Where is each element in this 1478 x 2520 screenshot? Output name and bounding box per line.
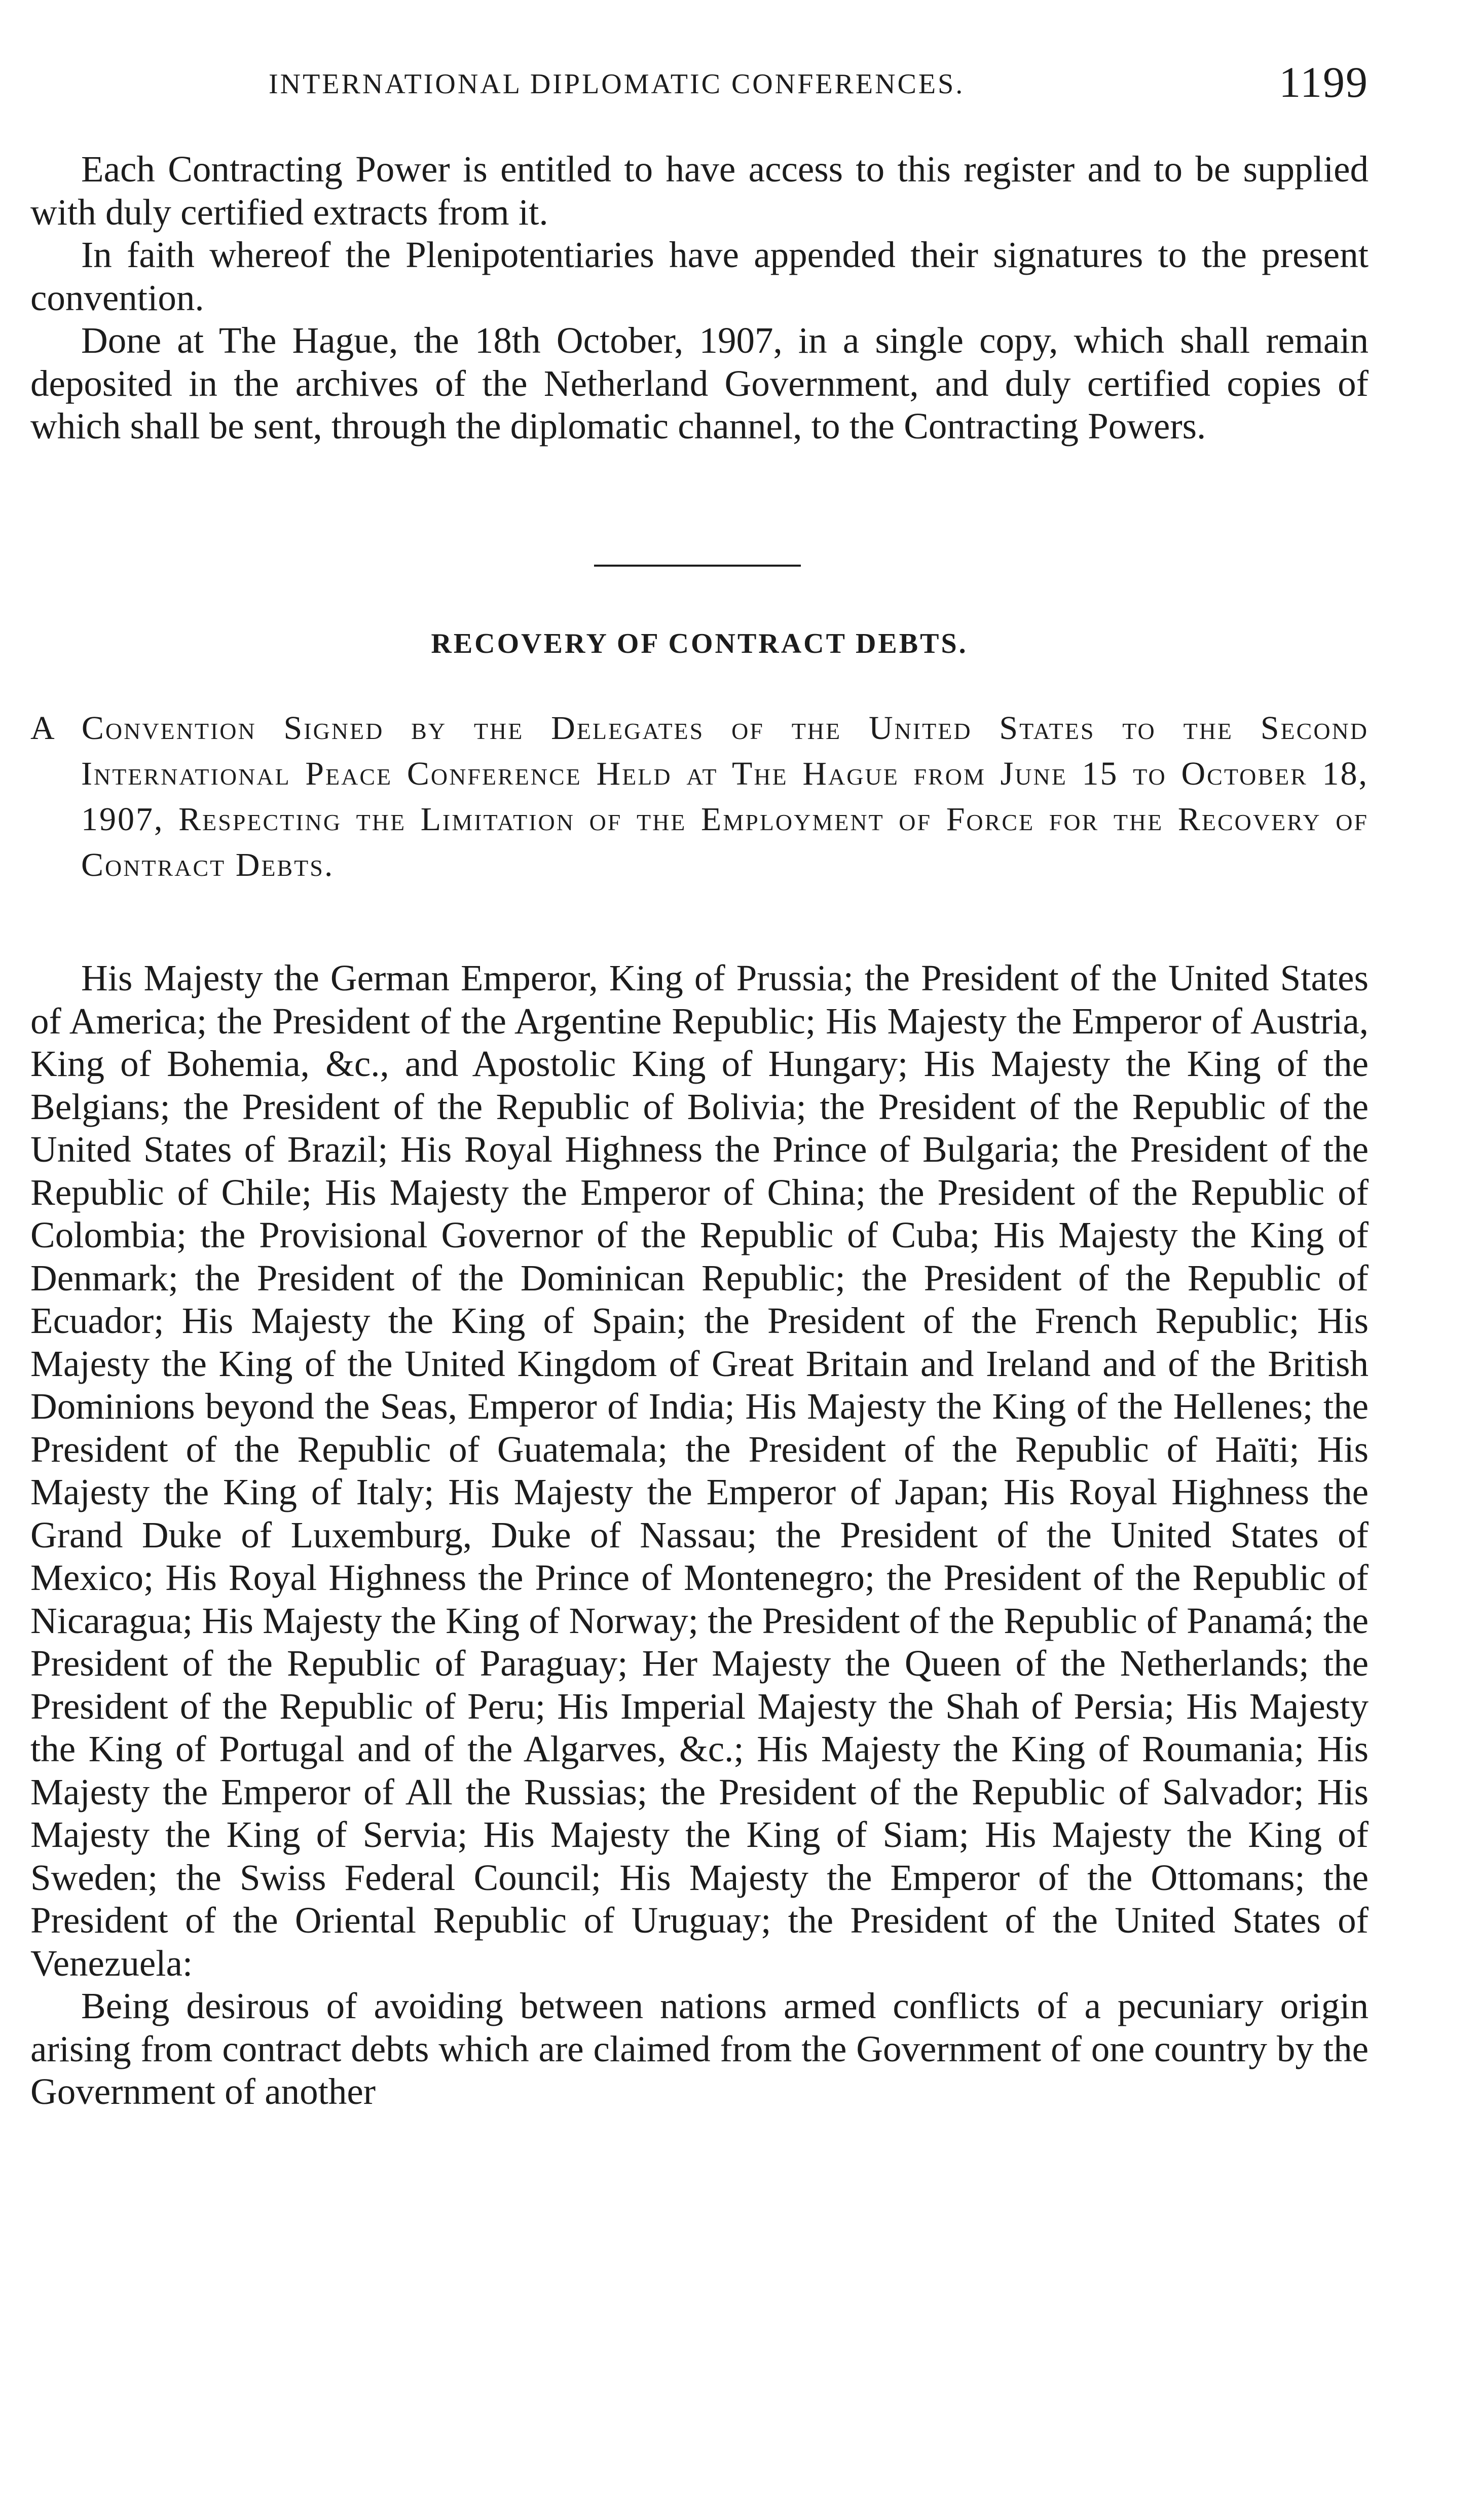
closing-clauses <box>30 148 1369 448</box>
running-title: INTERNATIONAL DIPLOMATIC CONFERENCES. <box>269 68 965 100</box>
preamble <box>30 957 1369 2114</box>
being-desirous-paragraph: Being desirous of avoiding between nations armed conflicts of a pecuniary origin arising from contract debts which are claimed from the Government of one country by the Government of another <box>30 1985 1369 2112</box>
section-divider <box>594 565 801 567</box>
signatories-paragraph: His Majesty the German Emperor, King of Prussia; the President of the United States of America; the President of the Argentine Republic; His Majesty the Emperor of Austria, King of Bohemia, &c., and Apostolic King of Hungary; His Majesty the King of the Belgians; the President of the Republic of Bolivia; the President of the Republic of the United States of Brazil; His Royal Highness the Prince of Bulgaria; the President of the Republic of Chile; His Majesty the Emperor of China; the President of the Republic of Colombia; the Provisional Governor of the Republic of Cuba; His Majesty the King of Denmark; the President of the Dominican Republic; the President of the Republic of Ecuador; His Majesty the King of Spain; the President of the French Republic; His Majesty the King of the United Kingdom of Great Britain and Ireland and of the British Dominions beyond the Seas, Emperor of India; His Majesty the King of the Hellenes; the President of the Republic of Guatemala; the President of the Republic of Haïti; His Majesty the King of Italy; His Majesty the Emperor of Japan; His Royal Highness the Grand Duke of Luxemburg, Duke of Nassau; the President of the United States of Mexico; His Royal Highness the Prince of Montenegro; the President of the Republic of Nicaragua; His Majesty the King of Norway; the President of the Republic of Panamá; the President of the Republic of Paraguay; Her Majesty the Queen of the Netherlands; the President of the Republic of Peru; His Imperial Majesty the Shah of Persia; His Majesty the King of Portugal and of the Algarves, &c.; His Majesty the King of Roumania; His Majesty the Emperor of All the Russias; the President of the Republic of Salvador; His Majesty the King of Servia; His Majesty the King of Siam; His Majesty the King of Sweden; the Swiss Federal Council; His Majesty the Emperor of the Ottomans; the President of the Oriental Republic of Uruguay; the President of the United States of Venezuela: <box>30 957 1369 1984</box>
running-head <box>30 57 1369 113</box>
in-faith-paragraph: In faith whereof the Plenipotentiaries have appended their signatures to the present convention. <box>30 234 1369 318</box>
page-number: 1199 <box>1279 58 1369 106</box>
section-title: RECOVERY OF CONTRACT DEBTS. <box>431 628 968 659</box>
convention-heading: A Convention Signed by the Delegates of the United States to the Second International Peace Conference Held at The Hague from June 15 to October 18, 1907, Respecting the Limitation of the Employment of Force for the Recovery of Contract Debts. <box>30 710 1369 883</box>
done-at-paragraph: Done at The Hague, the 18th October, 1907, in a single copy, which shall remain deposited in the archives of the Netherland Government, and duly certified copies of which shall be sent, through the diplomatic channel, to the Contracting Powers. <box>30 320 1369 447</box>
register-access-paragraph: Each Contracting Power is entitled to have access to this register and to be supplied with duly certified extracts from it. <box>30 149 1369 233</box>
document-page <box>30 0 1369 2520</box>
